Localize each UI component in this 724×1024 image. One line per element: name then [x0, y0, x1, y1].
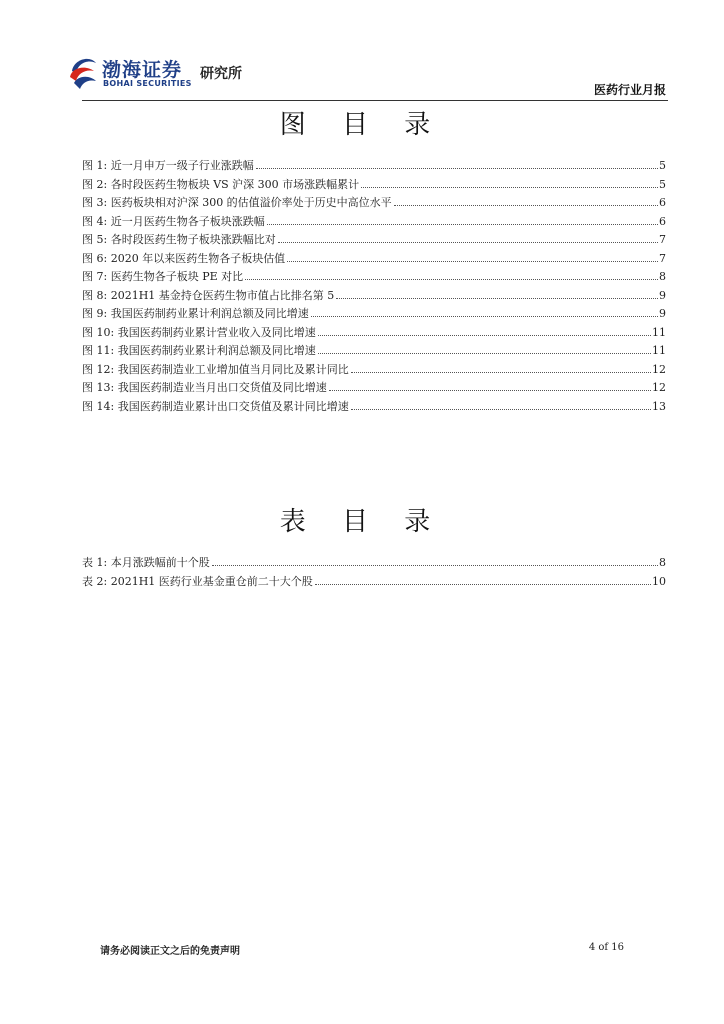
toc-leader-dots — [318, 353, 651, 354]
figures-toc-title: 图 目 录 — [279, 110, 445, 140]
bohai-logo-icon — [66, 53, 100, 93]
toc-entry[interactable] — [82, 213, 666, 232]
toc-entry[interactable] — [82, 324, 666, 343]
toc-entry-label[interactable]: 表 2: 2021H1 医药行业基金重仓前二十大个股 — [82, 574, 313, 588]
toc-entry[interactable] — [82, 554, 666, 573]
logo-chinese-name: 渤海证券 — [102, 59, 183, 81]
brand-logo — [66, 53, 266, 95]
toc-leader-dots — [394, 205, 658, 206]
toc-entry[interactable] — [82, 342, 666, 361]
toc-entry[interactable] — [82, 268, 666, 287]
toc-leader-dots — [318, 335, 651, 336]
toc-leader-dots — [256, 168, 658, 169]
header-divider — [82, 100, 668, 101]
toc-entry-label[interactable]: 图 12: 我国医药制造业工业增加值当月同比及累计同比 — [82, 362, 349, 376]
toc-entry[interactable] — [82, 305, 666, 324]
toc-leader-dots — [287, 261, 658, 262]
toc-leader-dots — [361, 187, 658, 188]
toc-entry-label[interactable]: 图 10: 我国医药制药业累计营业收入及同比增速 — [82, 325, 316, 339]
report-type: 医药行业月报 — [593, 83, 666, 97]
toc-entry-page[interactable]: 6 — [659, 214, 666, 228]
toc-entry-label[interactable]: 图 13: 我国医药制造业当月出口交货值及同比增速 — [82, 381, 327, 394]
toc-entry[interactable] — [82, 573, 666, 592]
toc-entry-label[interactable]: 图 14: 我国医药制造业累计出口交货值及累计同比增速 — [82, 399, 349, 413]
logo-english-name: BOHAI SECURITIES — [103, 79, 192, 88]
toc-entry-page[interactable]: 10 — [652, 574, 666, 588]
toc-leader-dots — [315, 584, 651, 585]
toc-entry[interactable] — [82, 176, 666, 195]
toc-leader-dots — [336, 298, 658, 299]
toc-entry-label[interactable]: 图 8: 2021H1 基金持仓医药生物市值占比排名第 5 — [82, 288, 335, 302]
toc-entry[interactable] — [82, 379, 666, 398]
toc-entry-page[interactable]: 5 — [659, 177, 666, 191]
toc-entry-page[interactable]: 7 — [659, 233, 666, 246]
toc-leader-dots — [351, 372, 651, 373]
toc-entry[interactable] — [82, 361, 666, 380]
page-number: 4 of 16 — [588, 942, 624, 953]
tables-toc-title: 表 目 录 — [279, 507, 445, 537]
toc-entry-page[interactable]: 6 — [659, 196, 666, 209]
toc-entry-page[interactable]: 12 — [652, 362, 666, 376]
figures-toc-list — [82, 157, 666, 416]
toc-entry-label[interactable]: 图 11: 我国医药制药业累计利润总额及同比增速 — [82, 344, 316, 357]
toc-entry-page[interactable]: 8 — [659, 270, 666, 283]
toc-leader-dots — [311, 316, 658, 317]
toc-entry-page[interactable]: 9 — [659, 307, 666, 320]
toc-leader-dots — [245, 279, 658, 280]
toc-entry[interactable] — [82, 398, 666, 417]
tables-toc-list — [82, 554, 666, 591]
toc-entry-page[interactable]: 7 — [659, 251, 666, 265]
toc-entry-label[interactable]: 图 7: 医药生物各子板块 PE 对比 — [82, 270, 244, 283]
toc-entry[interactable] — [82, 157, 666, 176]
toc-entry-label[interactable]: 表 1: 本月涨跌幅前十个股 — [82, 556, 210, 569]
toc-entry-page[interactable]: 12 — [652, 381, 666, 394]
toc-entry-page[interactable]: 13 — [652, 399, 666, 413]
toc-entry-page[interactable]: 11 — [652, 344, 666, 357]
toc-leader-dots — [212, 565, 658, 566]
toc-entry-label[interactable]: 图 6: 2020 年以来医药生物各子板块估值 — [82, 251, 286, 265]
toc-entry-page[interactable]: 11 — [652, 325, 666, 339]
toc-leader-dots — [329, 390, 651, 391]
toc-leader-dots — [351, 409, 651, 410]
toc-entry-page[interactable]: 8 — [659, 556, 666, 569]
toc-entry-label[interactable]: 图 9: 我国医药制药业累计利润总额及同比增速 — [82, 307, 309, 320]
toc-entry[interactable] — [82, 194, 666, 213]
toc-leader-dots — [267, 224, 658, 225]
toc-entry[interactable] — [82, 231, 666, 250]
toc-leader-dots — [278, 242, 658, 243]
toc-entry-label[interactable]: 图 1: 近一月申万一级子行业涨跌幅 — [82, 159, 254, 172]
logo-subtitle: 研究所 — [200, 66, 242, 82]
toc-entry-label[interactable]: 图 5: 各时段医药生物子板块涨跌幅比对 — [82, 233, 276, 246]
toc-entry-label[interactable]: 图 2: 各时段医药生物板块 VS 沪深 300 市场涨跌幅累计 — [82, 177, 360, 191]
toc-entry-label[interactable]: 图 3: 医药板块相对沪深 300 的估值溢价率处于历史中高位水平 — [82, 196, 392, 209]
toc-entry-label[interactable]: 图 4: 近一月医药生物各子板块涨跌幅 — [82, 214, 265, 228]
toc-entry-page[interactable]: 9 — [659, 288, 666, 302]
toc-entry[interactable] — [82, 287, 666, 306]
toc-entry-page[interactable]: 5 — [659, 159, 666, 172]
footer-disclaimer[interactable]: 请务必阅读正文之后的免责声明 — [100, 946, 240, 957]
toc-entry[interactable] — [82, 250, 666, 269]
